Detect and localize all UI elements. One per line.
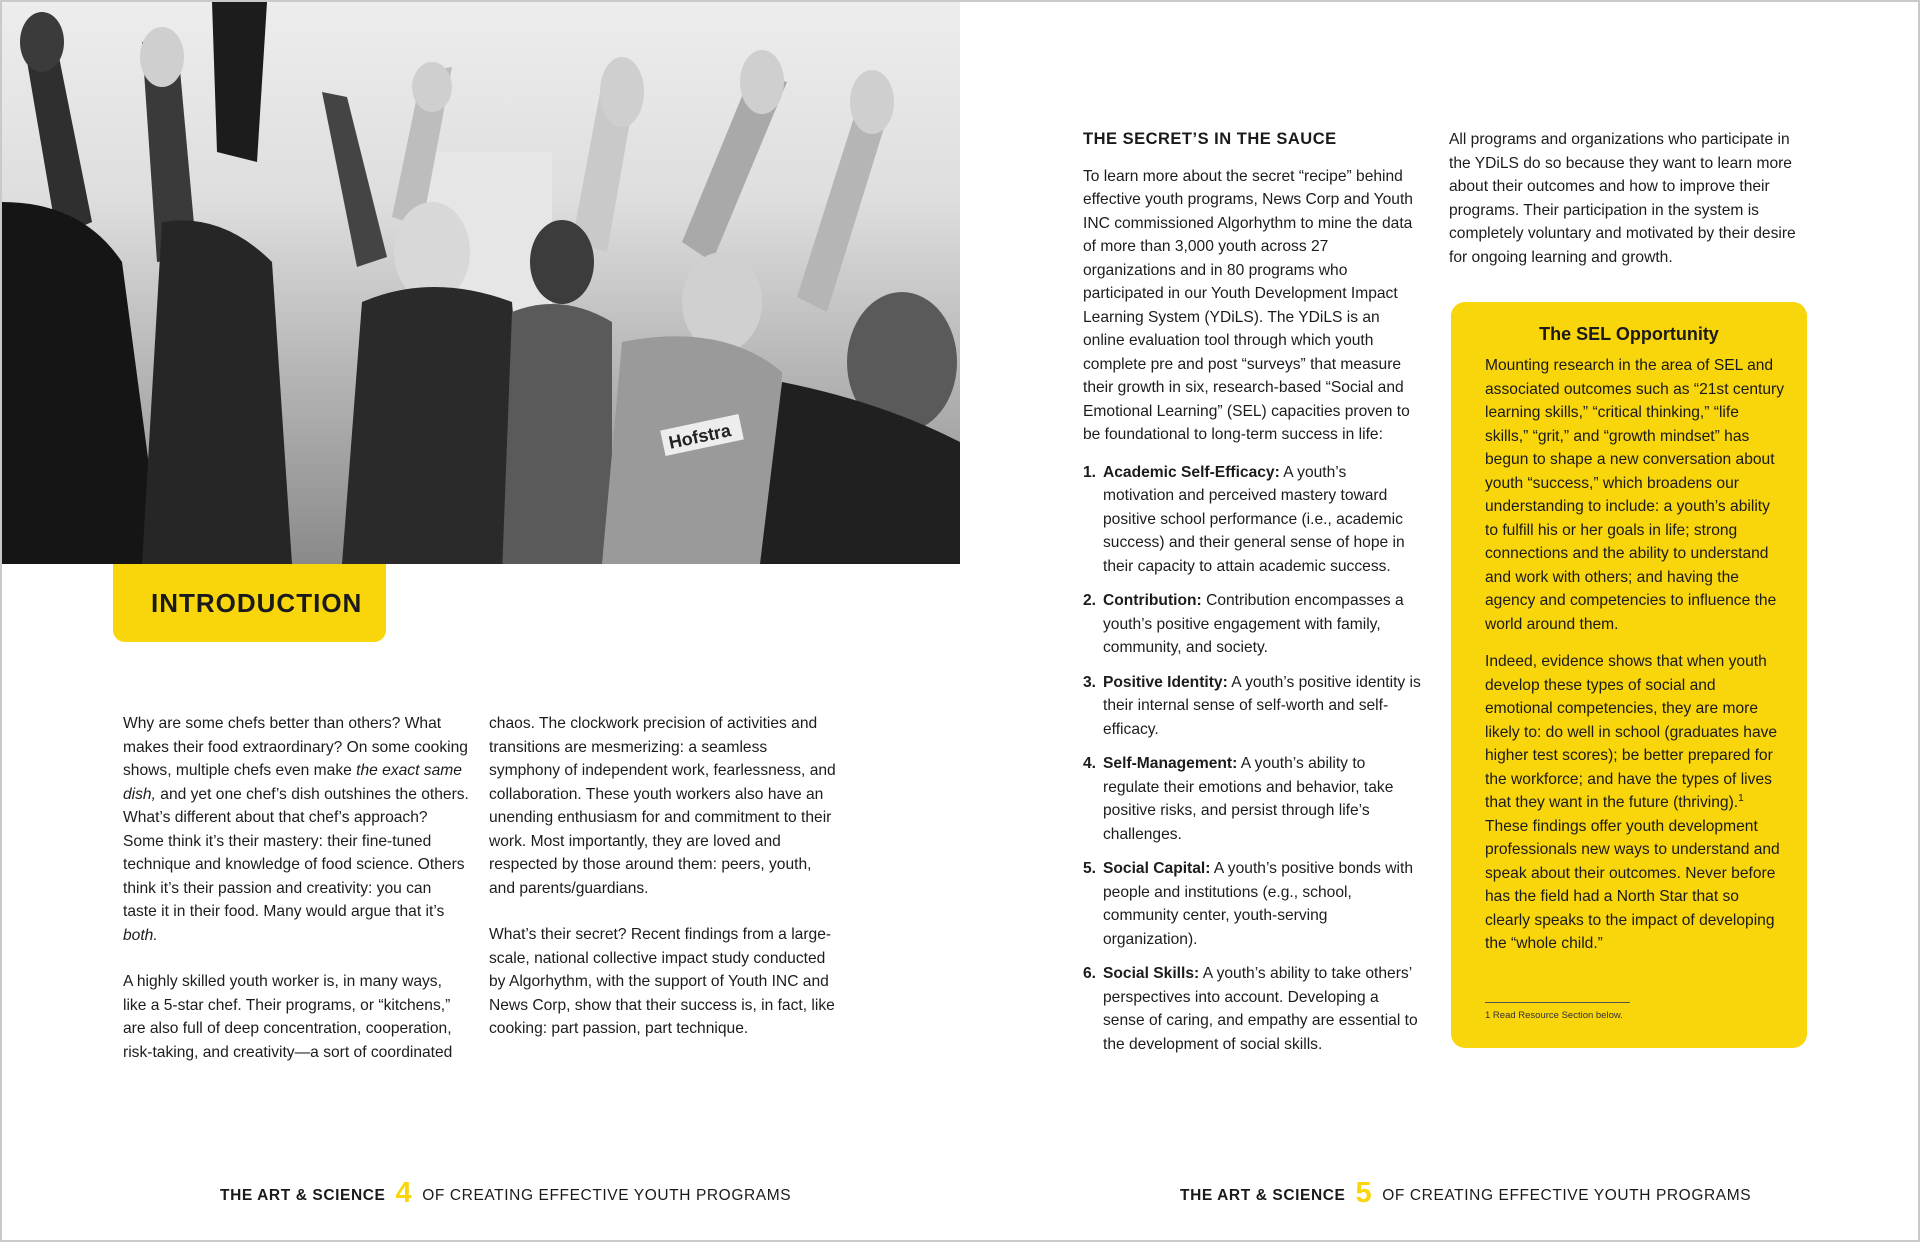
- intro-paragraph-4: What’s their secret? Recent findings from a large-scale, national collective impact study conducted by Algorhythm, with the support of Youth INC and News Corp, show that their success is, in fact, like cooking: part passion, part technique.: [489, 926, 835, 1037]
- sel-paragraph-1: Mounting research in the area of SEL and associated outcomes such as “21st century learning skills,” “critical thinking,” “life skills,” “grit,” and “growth mindset” has begun to shape a new conversation about youth “success,” which broadens our understanding to include: a youth’s ability to fulfill his or her goals in life; strong connections and the ability to understand and work with others; and having the agency and competencies to influence the world around them.: [1485, 357, 1785, 633]
- introduction-heading: INTRODUCTION: [151, 588, 363, 618]
- sel-body: [1485, 354, 1785, 970]
- intro-paragraph-2: A highly skilled youth worker is, in many ways, like a 5-star chef. Their programs, or “kitchens,” are also full of deep concentration, cooperation, risk-taking, and creativity—a sort of coordinated: [123, 973, 453, 1061]
- intro-column-1: [123, 712, 469, 1087]
- intro-paragraph-3: chaos. The clockwork precision of activities and transitions are mesmerizing: a seamless symphony of independent work, fearlessness, and collaboration. These youth workers also have an unending enthusiasm for and commitment to their work. Most importantly, they are loved and respected by those around them: peers, youth, and parents/guardians.: [489, 715, 836, 897]
- sel-capacities-list: [1083, 461, 1421, 1057]
- list-item: 3. Positive Identity: A youth’s positive identity is their internal sense of self-worth and self-efficacy.: [1083, 673, 1421, 738]
- footer-title: THE ART & SCIENCE: [220, 1187, 386, 1204]
- shirt-text: Hofstra: [666, 420, 733, 453]
- footer-title: THE ART & SCIENCE: [1180, 1187, 1346, 1204]
- footer-left: [220, 1175, 791, 1208]
- intro-column-2: [489, 712, 839, 1064]
- secret-heading: THE SECRET’S IN THE SAUCE: [1083, 130, 1337, 148]
- page-number: 4: [395, 1177, 413, 1209]
- list-item: 1. Academic Self-Efficacy: A youth’s motivation and perceived mastery toward positive school performance (i.e., academic success) and their general sense of hope in their capacity to attain academic success.: [1083, 463, 1405, 575]
- participation-column: [1449, 128, 1806, 292]
- sel-title: The SEL Opportunity: [1539, 324, 1719, 344]
- participation-paragraph: All programs and organizations who participate in the YDiLS do so because they want to learn more about their outcomes and how to improve their programs. Their participation in the system is completely voluntary and motivated by their desire for ongoing learning and growth.: [1449, 131, 1796, 266]
- list-item: 2. Contribution: Contribution encompasses a youth’s positive engagement with family, community, and society.: [1083, 592, 1404, 656]
- sel-paragraph-2: Indeed, evidence shows that when youth develop these types of social and emotional competencies, they are more likely to: do well in school (graduates have higher test scores); be better prepared for the workforce; and have the types of lives that they want in the future (thriving).$^1$ These findings offer youth development professionals new ways to understand and speak about their outcomes. Never before has the field had a North Star that so clearly speaks to the impact of developing the “whole child.”: [1485, 653, 1780, 952]
- list-item: 6. Social Skills: A youth’s ability to take others’ perspectives into account. Developing a sense of caring, and empathy are essential to the development of social skills.: [1083, 965, 1418, 1053]
- footer-right: [1180, 1175, 1751, 1208]
- secret-intro: To learn more about the secret “recipe” behind effective youth programs, News Corp and Youth INC commissioned Algorhythm to mine the data of more than 3,000 youth across 27 organizations and in 80 programs who participated in our Youth Development Impact Learning System (YDiLS). The YDiLS is an online evaluation tool through which youth complete pre and post “surveys” that measure their growth in six, research-based “Social and Emotional Learning” (SEL) capacities proven to be foundational to long-term success in life:: [1083, 167, 1413, 443]
- sel-opportunity-box: [1451, 302, 1807, 1048]
- footer-subtitle: OF CREATING EFFECTIVE YOUTH PROGRAMS: [1382, 1187, 1752, 1204]
- secret-column: [1083, 128, 1421, 1067]
- list-item: 5. Social Capital: A youth’s positive bonds with people and institutions (e.g., school, community center, youth-serving organization).: [1083, 860, 1414, 948]
- list-item: 4. Self-Management: A youth’s ability to regulate their emotions and behavior, take positive risks, and persist through life’s challenges.: [1083, 755, 1394, 843]
- footer-subtitle: OF CREATING EFFECTIVE YOUTH PROGRAMS: [422, 1187, 792, 1204]
- introduction-heading-tab: [113, 564, 386, 642]
- photo-youth-celebrating: [2, 2, 960, 564]
- photo-illustration: [2, 2, 960, 564]
- footnote-divider: [1485, 1002, 1630, 1003]
- page-number: 5: [1355, 1177, 1373, 1209]
- footnote: 1 Read Resource Section below.: [1485, 1010, 1623, 1021]
- intro-paragraph-1: Why are some chefs better than others? What makes their food extraordinary? On some cooking shows, multiple chefs even make the exact same dish, and yet one chef’s dish outshines the others. What’s different about that chef’s approach? Some think it’s their mastery: their fine-tuned technique and knowledge of food science. Others think it’s their passion and creativity: you can taste it in their food. Many would argue that it’s both.: [123, 715, 469, 944]
